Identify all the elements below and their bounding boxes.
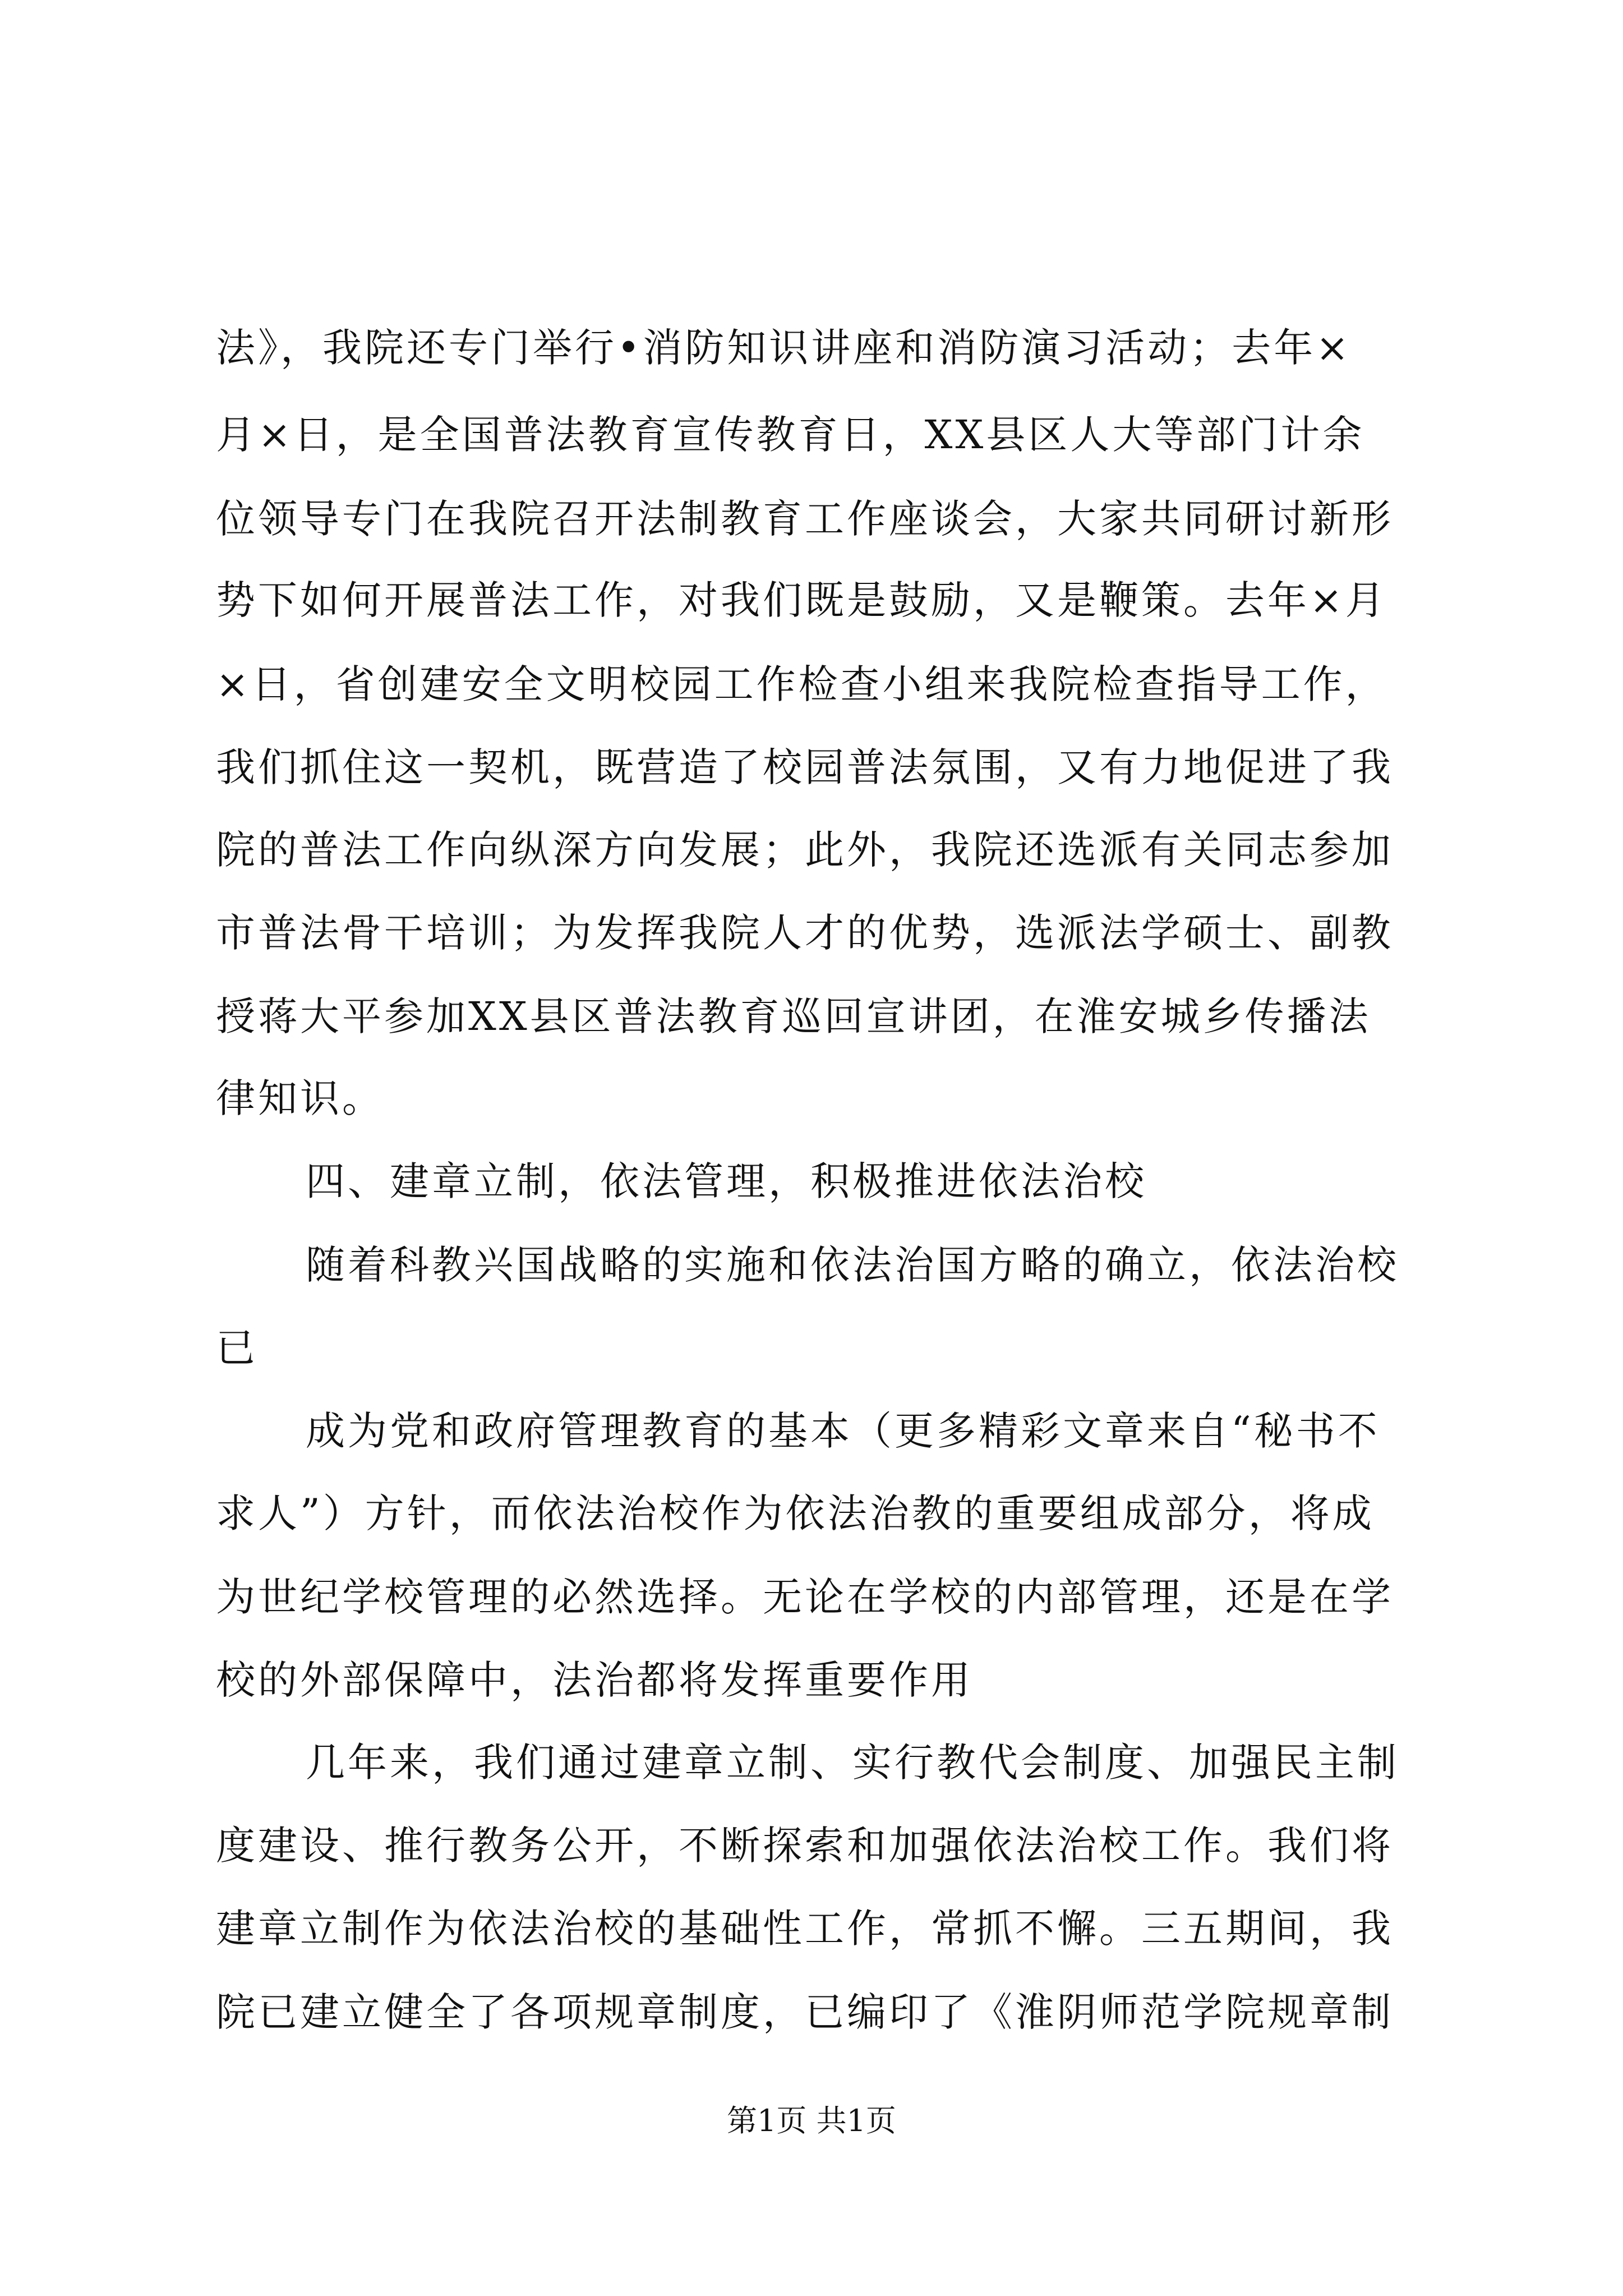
text-line: 建章立制作为依法治校的基础性工作，常抓不懈。三五期间，我: [216, 1906, 1394, 1952]
text-line: 度建设、推行教务公开，不断探索和加强依法治校工作。我们将: [216, 1823, 1394, 1869]
section-heading: 四、建章立制，依法管理，积极推进依法治校: [306, 1158, 1147, 1204]
text-line: 法》，我院还专门举行•消防知识讲座和消防演习活动；去年×: [216, 325, 1352, 371]
text-line: 授蒋大平参加XX县区普法教育巡回宣讲团，在淮安城乡传播法: [216, 993, 1371, 1039]
text-line: 月×日，是全国普法教育宣传教育日，XX县区人大等部门计余: [216, 412, 1365, 458]
text-line: 随着科教兴国战略的实施和依法治国方略的确立，依法治校: [306, 1242, 1399, 1288]
text-line: 校的外部保障中，法治都将发挥重要作用: [216, 1657, 973, 1703]
text-line: 律知识。: [216, 1075, 384, 1121]
text-line: 院已建立健全了各项规章制度，已编印了《淮阴师范学院规章制: [216, 1989, 1394, 2035]
text-line: 院的普法工作向纵深方向发展；此外，我院还选派有关同志参加: [216, 827, 1394, 873]
text-line: 市普法骨干培训；为发挥我院人才的优势，选派法学硕士、副教: [216, 910, 1394, 956]
text-line: 势下如何开展普法工作，对我们既是鼓励，又是鞭策。去年×月: [216, 577, 1387, 623]
text-line: 已: [216, 1325, 258, 1371]
text-line: 求人”）方针，而依法治校作为依法治教的重要组成部分，将成: [216, 1490, 1375, 1536]
text-line: 成为党和政府管理教育的基本（更多精彩文章来自“秘书不: [306, 1408, 1380, 1454]
text-line: 几年来，我们通过建章立制、实行教代会制度、加强民主制: [306, 1740, 1399, 1786]
page-number-footer: 第1页 共1页: [727, 2103, 896, 2138]
text-line: 为世纪学校管理的必然选择。无论在学校的内部管理，还是在学: [216, 1574, 1394, 1620]
text-line: ×日，省创建安全文明校园工作检查小组来我院检查指导工作，: [216, 661, 1387, 707]
text-line: 我们抓住这一契机，既营造了校园普法氛围，又有力地促进了我: [216, 744, 1394, 790]
text-line: 位领导专门在我院召开法制教育工作座谈会，大家共同研讨新形: [216, 496, 1394, 542]
